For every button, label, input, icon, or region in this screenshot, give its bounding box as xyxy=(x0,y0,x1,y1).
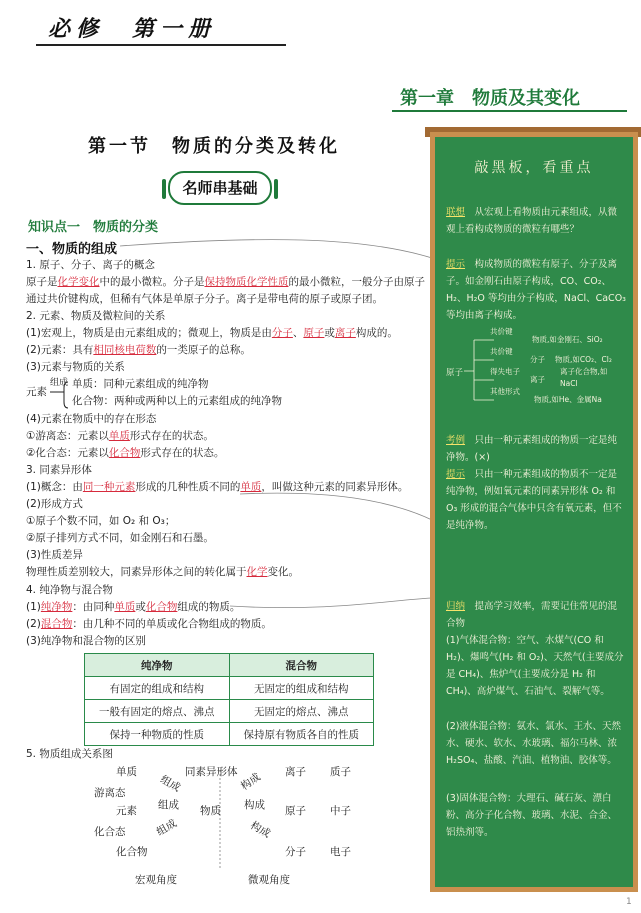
diagram-lizi: 离子 xyxy=(285,766,306,778)
knowledge-point-title: 知识点一 物质的分类 xyxy=(28,220,159,235)
diagram-wuzhi: 物质 xyxy=(200,805,221,817)
p4-line3: (3)纯净物和混合物的区别 xyxy=(26,635,146,647)
board-note-exam: 考例 只由一种元素组成的物质一定是纯净物。(×) xyxy=(446,435,618,463)
tree-edge-3: 得失电子 xyxy=(490,367,520,376)
tree-result-3: 离子 xyxy=(530,375,545,384)
diagram-huahe: 化合态 xyxy=(94,826,126,838)
table-header-cell: 纯净物 xyxy=(85,654,230,677)
p4-title: 4. 纯净物与混合物 xyxy=(26,584,113,596)
diagram-yuansu: 元素 xyxy=(116,805,137,817)
p4-line2: (2)混合物：由几种不同的单质或化合物组成的物质。 xyxy=(26,618,272,630)
p2-line1: (1)宏观上，物质是由元素组成的；微观上，物质是由分子、原子或离子构成的。 xyxy=(26,327,398,339)
board-note-association: 联想 从宏观上看物质由元素组成，从微观上看构成物质的微粒有哪些？ xyxy=(446,207,618,235)
p1-line2: 通过共价键构成，但稀有气体是单原子分子。离子是带电荷的原子或原子团。 xyxy=(26,293,383,305)
blackboard-title: 敲黑板，看重点 xyxy=(474,160,594,176)
tree-edge-1: 共价键 xyxy=(490,327,513,336)
diagram-zucheng2: 组成 xyxy=(158,799,179,811)
board-liquid-mixtures: (2)液体混合物：氨水、氯水、王水、天然水、硬水、软水、水玻璃、福尔马林、浓 H₂SO₄、盐酸、汽油、植物油、胶体等。 xyxy=(446,721,621,766)
tree-tail-2: 物质,如CO₂、Cl₂ xyxy=(555,355,612,364)
diagram-youli: 游离态 xyxy=(94,787,126,799)
diagram-danzhi: 单质 xyxy=(116,766,137,778)
subheading-composition: 一、物质的组成 xyxy=(26,242,118,257)
element-pure: 单质：同种元素组成的纯净物 xyxy=(72,378,209,390)
p3-line6: 物理性质差别较大，同素异形体之间的转化属于化学变化。 xyxy=(26,566,299,578)
tree-result-4: 物质,如He、金属Na xyxy=(534,395,602,404)
board-gas-mixtures: (1)气体混合物：空气、水煤气(CO 和 H₂)、爆鸣气(H₂ 和 O₂)、天然气(主要成分是 CH₄)、焦炉气(主要成分是 H₂ 和 CH₄)、高炉煤气、石油气、裂解气等。 xyxy=(446,635,624,697)
board-solid-mixtures: (3)固体混合物：大理石、碱石灰、漂白粉、高分子化合物、玻璃、水泥、合金、铝热剂等。 xyxy=(446,793,618,838)
p3-title: 3. 同素异形体 xyxy=(26,464,92,476)
diagram-goucheng1: 构成 xyxy=(238,770,263,793)
p3-line1: (1)概念：由同一种元素形成的几种性质不同的单质，叫做这种元素的同素异形体。 xyxy=(26,481,409,493)
table-cell: 有固定的组成和结构 xyxy=(85,677,230,700)
board-note-hint1: 提示 构成物质的微粒有原子、分子及离子。如金刚石由原子构成，CO、CO₂、H₂、H₂O 等均由分子构成，NaCl、CaCO₃ 等均由离子构成。 xyxy=(446,259,626,321)
table-cell: 无固定的组成和结构 xyxy=(229,677,374,700)
diagram-goucheng2: 构成 xyxy=(244,799,265,811)
p5-title: 5. 物质组成关系图 xyxy=(26,748,113,760)
compose-label: 组成 xyxy=(50,378,69,388)
tree-root: 原子 xyxy=(446,368,464,378)
table-cell: 保持原有物质各自的性质 xyxy=(229,723,374,746)
diagram-huahewu: 化合物 xyxy=(116,846,148,858)
table-header-cell: 混合物 xyxy=(229,654,374,677)
section-badge: 名师串基础 xyxy=(168,171,272,205)
section-title: 第一节 物质的分类及转化 xyxy=(88,136,340,157)
p2-line4: (4)元素在物质中的存在形态 xyxy=(26,413,157,425)
book-title: 必修 第一册 xyxy=(48,16,217,42)
p1-title: 1. 原子、分子、离子的概念 xyxy=(26,259,155,271)
diagram-zucheng1: 组成 xyxy=(158,773,183,795)
page-number: 1 xyxy=(626,897,632,907)
chapter-title: 第一章 物质及其变化 xyxy=(400,88,580,109)
diagram-zhongzi: 中子 xyxy=(330,805,351,817)
tree-result-1: 物质,如金刚石、SiO₂ xyxy=(532,335,603,344)
p4-line1: (1)纯净物：由同种单质或化合物组成的物质。 xyxy=(26,601,241,613)
tree-result-2: 分子 xyxy=(530,355,545,364)
table-cell: 一般有固定的熔点、沸点 xyxy=(85,700,230,723)
p3-line2: (2)形成方式 xyxy=(26,498,83,510)
p2-line6: ②化合态：元素以化合物形式存在的状态。 xyxy=(26,447,225,459)
p2-line2: (2)元素：具有相同核电荷数的一类原子的总称。 xyxy=(26,344,251,356)
diagram-yuanzi: 原子 xyxy=(285,805,306,817)
element-compound: 化合物：两种或两种以上的元素组成的纯净物 xyxy=(72,395,282,407)
diagram-dianzi: 电子 xyxy=(330,846,351,858)
tree-edge-4: 其他形式 xyxy=(490,387,520,396)
p2-title: 2. 元素、物质及微粒间的关系 xyxy=(26,310,166,322)
p2-line5: ①游离态：元素以单质形式存在的状态。 xyxy=(26,430,214,442)
diagram-weiguan: 微观角度 xyxy=(248,874,290,886)
diagram-fenzi: 分子 xyxy=(285,846,306,858)
p1-line1: 原子是化学变化中的最小微粒。分子是保持物质化学性质的最小微粒，一般分子由原子 xyxy=(26,276,425,288)
p2-line3: (3)元素与物质的关系 xyxy=(26,361,125,373)
p3-line4: ②原子排列方式不同，如金刚石和石墨。 xyxy=(26,532,214,544)
diagram-hongguan: 宏观角度 xyxy=(135,874,177,886)
p3-line5: (3)性质差异 xyxy=(26,549,83,561)
board-note-hint2: 提示 只由一种元素组成的物质不一定是纯净物，例如氧元素的同素异形体 O₂ 和 O₃ 形成的混合气体中只含有氧元素，但不是纯净物。 xyxy=(446,469,622,531)
diagram-zucheng3: 组成 xyxy=(154,817,179,839)
tree-tail-3: 离子化合物,如NaCl xyxy=(560,367,608,388)
diagram-zhizi: 质子 xyxy=(330,766,351,778)
board-note-summary: 归纳 提高学习效率，需要记住常见的混合物 xyxy=(446,601,618,629)
diagram-tongsu: 同素异形体 xyxy=(185,766,238,778)
tree-edge-2: 共价键 xyxy=(490,347,513,356)
p3-line3: ①原子个数不同，如 O₂ 和 O₃； xyxy=(26,515,176,527)
element-label: 元素 xyxy=(26,386,47,398)
table-cell: 无固定的熔点、沸点 xyxy=(229,700,374,723)
table-cell: 保持一种物质的性质 xyxy=(85,723,230,746)
diagram-goucheng3: 构成 xyxy=(248,819,273,841)
